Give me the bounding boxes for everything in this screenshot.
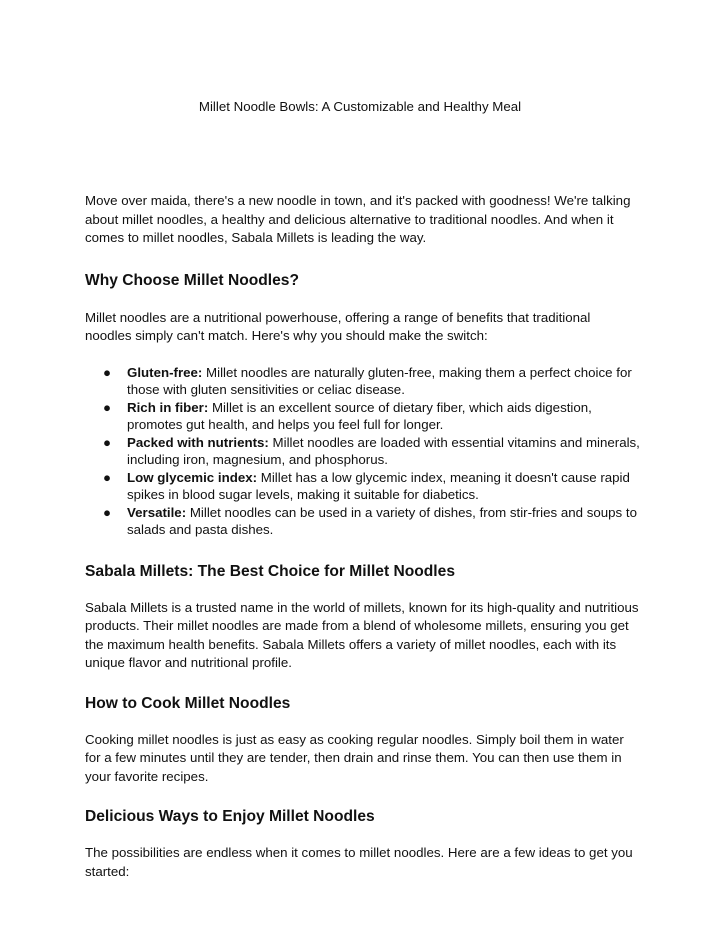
document-title: Millet Noodle Bowls: A Customizable and Healthy Meal (198, 99, 522, 114)
benefit-term: Versatile: (127, 504, 187, 520)
list-item (85, 364, 640, 398)
benefit-text: Millet noodles are naturally gluten-free, making them a perfect choice for those with gluten sensitivities or celiac disease. (127, 364, 632, 397)
bullet-icon: ● (103, 364, 112, 380)
list-item (85, 469, 640, 503)
heading-delicious-ways: Delicious Ways to Enjoy Millet Noodles (85, 808, 375, 825)
cook-paragraph: Cooking millet noodles is just as easy as cooking regular noodles. Simply boil them in water for a few minutes until they are tender, then drain and rinse them. You can then use them in your favorite recipes. (85, 731, 624, 784)
list-item (85, 399, 640, 433)
benefits-list (85, 364, 640, 538)
benefit-text: Millet is an excellent source of dietary fiber, which aids digestion, promotes gut health, and helps you feel full for longer. (127, 399, 592, 432)
benefit-term: Packed with nutrients: (127, 434, 269, 450)
bullet-icon: ● (103, 399, 112, 415)
heading-why-choose: Why Choose Millet Noodles? (85, 271, 299, 289)
document-body (85, 192, 640, 881)
bullet-icon: ● (103, 469, 112, 485)
benefit-text: Millet has a low glycemic index, meaning it doesn't cause rapid spikes in blood sugar levels, making it suitable for diabetics. (127, 469, 630, 502)
ways-paragraph: The possibilities are endless when it comes to millet noodles. Here are a few ideas to get you started: (85, 845, 633, 879)
benefit-text: Millet noodles are loaded with essential vitamins and minerals, including iron, magnesium, and phosphorus. (127, 434, 640, 467)
sabala-paragraph: Sabala Millets is a trusted name in the world of millets, known for its high-quality and nutritious products. Their millet noodles are made from a blend of wholesome millets, ensuring you get the maximum health benefits. Sabala Millets offers a variety of millet noodles, each with its unique flavor and nutritional profile. (85, 599, 639, 670)
benefit-term: Low glycemic index: (127, 469, 258, 485)
list-item (85, 504, 640, 538)
why-paragraph: Millet noodles are a nutritional powerhouse, offering a range of benefits that traditional noodles simply can't match. Here's why you should make the switch: (85, 309, 591, 343)
benefit-text: Millet noodles can be used in a variety of dishes, from stir-fries and soups to salads and pasta dishes. (127, 504, 637, 537)
bullet-icon: ● (103, 504, 112, 520)
benefit-term: Gluten-free: (127, 364, 203, 380)
benefit-term: Rich in fiber: (127, 399, 209, 415)
intro-paragraph: Move over maida, there's a new noodle in town, and it's packed with goodness! We're talking about millet noodles, a healthy and delicious alternative to traditional noodles. And when it comes to millet noodles, Sabala Millets is leading the way. (85, 193, 631, 245)
bullet-icon: ● (103, 434, 112, 450)
heading-how-to-cook: How to Cook Millet Noodles (85, 694, 291, 712)
heading-sabala-millets: Sabala Millets: The Best Choice for Millet Noodles (85, 562, 455, 580)
list-item (85, 434, 640, 468)
